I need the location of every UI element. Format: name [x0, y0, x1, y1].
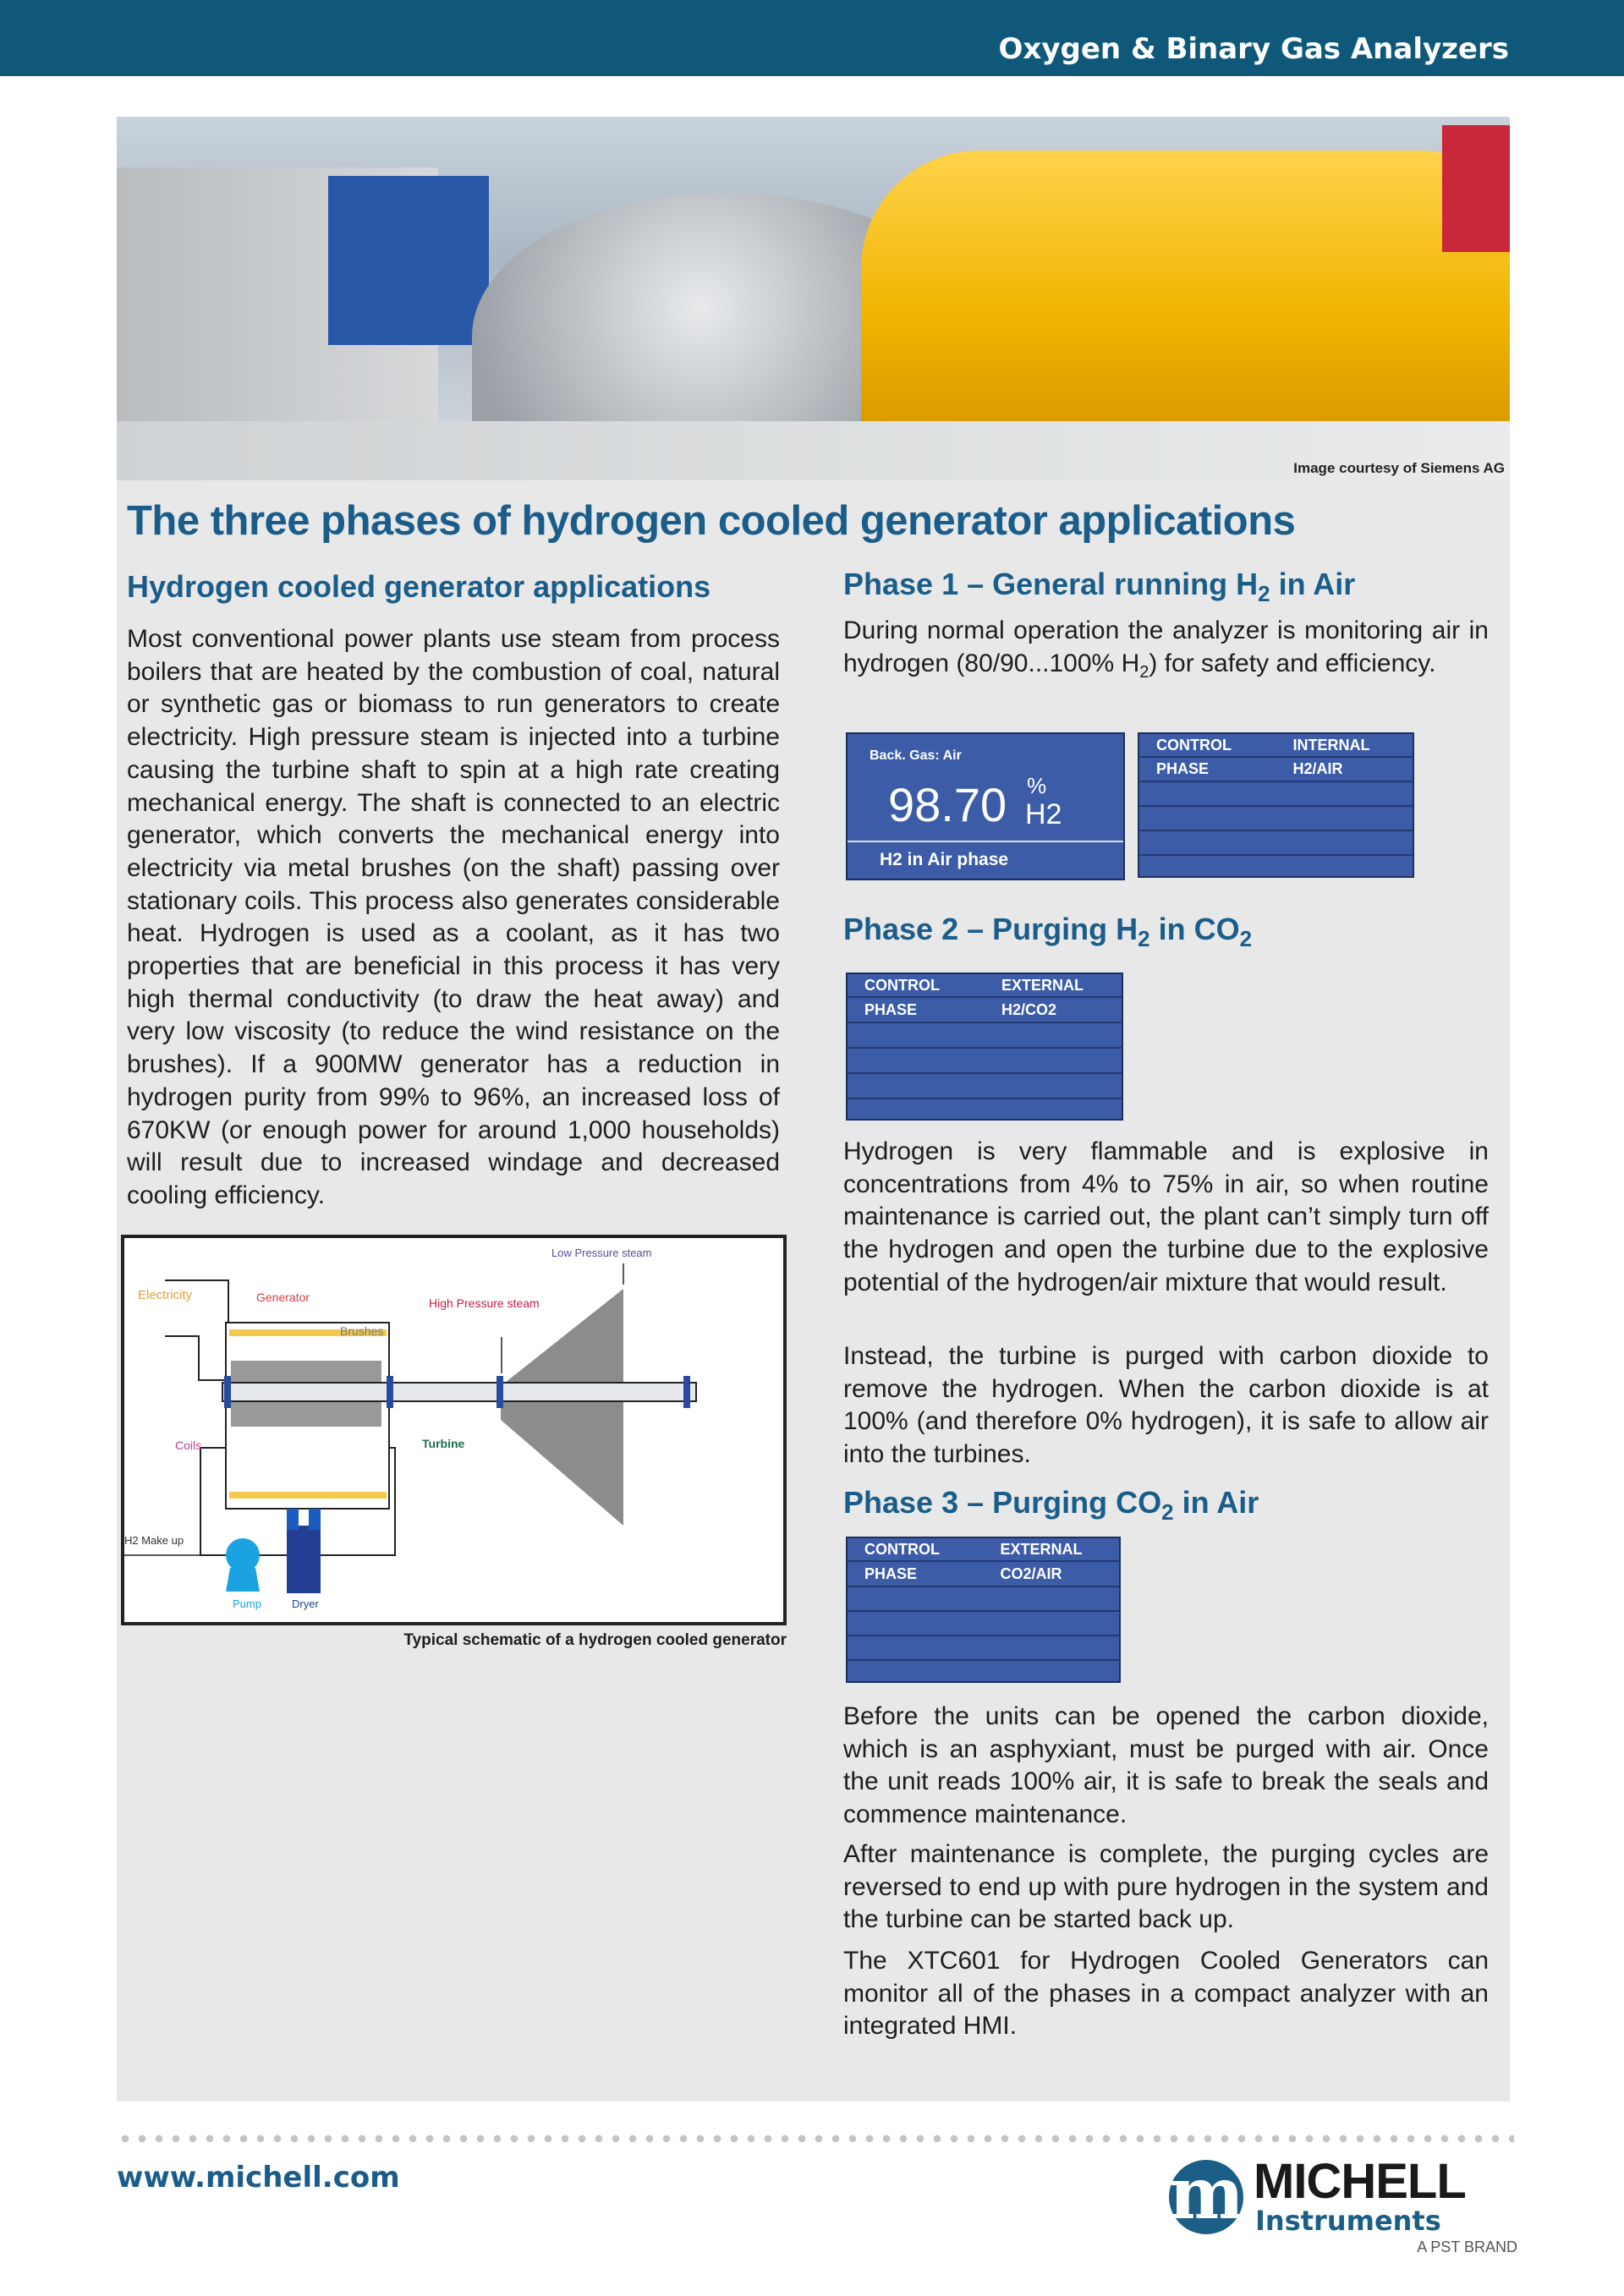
label-h2-makeup: H2 Make up	[124, 1534, 184, 1547]
h2-reading-value: 98.70	[888, 778, 1007, 831]
label-generator: Generator	[256, 1290, 310, 1304]
schematic-caption: Typical schematic of a hydrogen cooled generator	[403, 1631, 787, 1649]
cell: H2/CO2	[1001, 1000, 1057, 1018]
phase3-status-table	[846, 1537, 1121, 1683]
phase2-status-table	[846, 973, 1123, 1121]
page-title: The three phases of hydrogen cooled generator applications	[127, 498, 1296, 544]
phase3-body-2: After maintenance is complete, the purging cycles are reversed to end up with pure hydrogen in the system and the turbine can be started back up.	[843, 1840, 1489, 1934]
hmi-reading-display	[846, 732, 1125, 880]
back-gas-label: Back. Gas: Air	[870, 748, 962, 763]
label-turbine: Turbine	[422, 1437, 465, 1450]
phase2-body-2: Instead, the turbine is purged with carbon dioxide to remove the hydrogen. When the carbon dioxide is at 100% (and therefore 0% hydrogen), it is safe to allow air into the turbines.	[843, 1342, 1489, 1469]
cell: PHASE	[1156, 760, 1210, 777]
hero-photo	[117, 117, 1510, 480]
phase3-body-1: Before the units can be opened the carbon dioxide, which is an asphyxiant, must be purged with air. Once the unit reads 100% air, it is safe to break the seals and commence maintenance.	[843, 1702, 1489, 1829]
phase2-body-1: Hydrogen is very flammable and is explosive in concentrations from 4% to 75% in air, so when routine maintenance is carried out, the plant can’t simply turn off the hydrogen and open the turbine due to the explosive potential of the hydrogen/air mixture that would result.	[843, 1137, 1489, 1296]
label-dryer: Dryer	[292, 1597, 319, 1610]
logo-brand: A PST BRAND	[1417, 2238, 1517, 2255]
cell: CONTROL	[1156, 736, 1232, 753]
logo-name: MICHELL	[1254, 2154, 1466, 2209]
cell: PHASE	[864, 1000, 918, 1018]
label-high-pressure: High Pressure steam	[429, 1296, 540, 1310]
photo-credit: Image courtesy of Siemens AG	[1293, 460, 1505, 476]
cell: EXTERNAL	[1001, 976, 1084, 994]
left-heading: Hydrogen cooled generator applications	[127, 569, 711, 604]
cell: CONTROL	[864, 1540, 940, 1558]
header-bar	[0, 0, 1624, 76]
unit-h2: H2	[1025, 798, 1062, 830]
label-brushes: Brushes	[340, 1324, 384, 1338]
phase1-body: During normal operation the analyzer is monitoring air in hydrogen (80/90...100% $H_2$) for safety and efficiency.	[843, 616, 1489, 682]
phase-status: H2 in Air phase	[880, 850, 1009, 869]
label-low-pressure: Low Pressure steam	[551, 1247, 652, 1259]
header-title: Oxygen & Binary Gas Analyzers	[998, 32, 1509, 66]
phase2-heading: Phase 2 – Purging $H_2$ in $CO_2$	[843, 912, 1253, 952]
cell: CONTROL	[864, 976, 940, 994]
phase3-heading: Phase 3 – Purging $CO_2$ in Air	[843, 1485, 1259, 1526]
label-coils: Coils	[175, 1438, 202, 1452]
label-pump: Pump	[233, 1597, 261, 1610]
footer-divider	[117, 2134, 1514, 2143]
logo-sub: Instruments	[1255, 2205, 1441, 2237]
cell: EXTERNAL	[1000, 1540, 1083, 1558]
cell: PHASE	[864, 1564, 918, 1582]
unit-percent: %	[1027, 773, 1047, 798]
cell: H2/AIR	[1292, 760, 1343, 777]
phase3-body-3: The XTC601 for Hydrogen Cooled Generators can monitor all of the phases in a compact analyzer with an integrated HMI.	[843, 1947, 1489, 2041]
michell-logo: m MICHELL Instruments A PST BRAND	[1169, 2151, 1517, 2255]
generator-schematic	[121, 1235, 787, 1625]
left-body: Most conventional power plants use steam from process boilers that are heated by the combustion of coal, natural or synthetic gas or biomass to run generators to create electricity. High pressure steam is injected into a turbine causing the turbine shaft to spin at a high rate creating mechanical energy. The shaft is connected to an electric generator, which converts the mechanical energy into electricity via metal brushes (on the shaft) passing over stationary coils. This process also generates considerable heat. Hydrogen is used as a coolant, as it has two properties that are beneficial in this process it has very high thermal conductivity (to draw the heat away) and very low viscosity (to reduce the wind resistance on the brushes). If a 900MW generator has a reduction in hydrogen purity from 99% to 96%, an increased loss of 670KW (or enough power for around 1,000 households) will result due to increased windage and decreased cooling efficiency.	[127, 625, 780, 1209]
phase1-heading: Phase 1 – General running $H_2$ in Air	[843, 567, 1356, 607]
phase1-status-table	[1138, 732, 1414, 878]
label-electricity: Electricity	[138, 1288, 193, 1302]
website-link[interactable]: www.michell.com	[117, 2161, 400, 2195]
cell: INTERNAL	[1292, 736, 1370, 753]
cell: CO2/AIR	[1000, 1564, 1062, 1582]
